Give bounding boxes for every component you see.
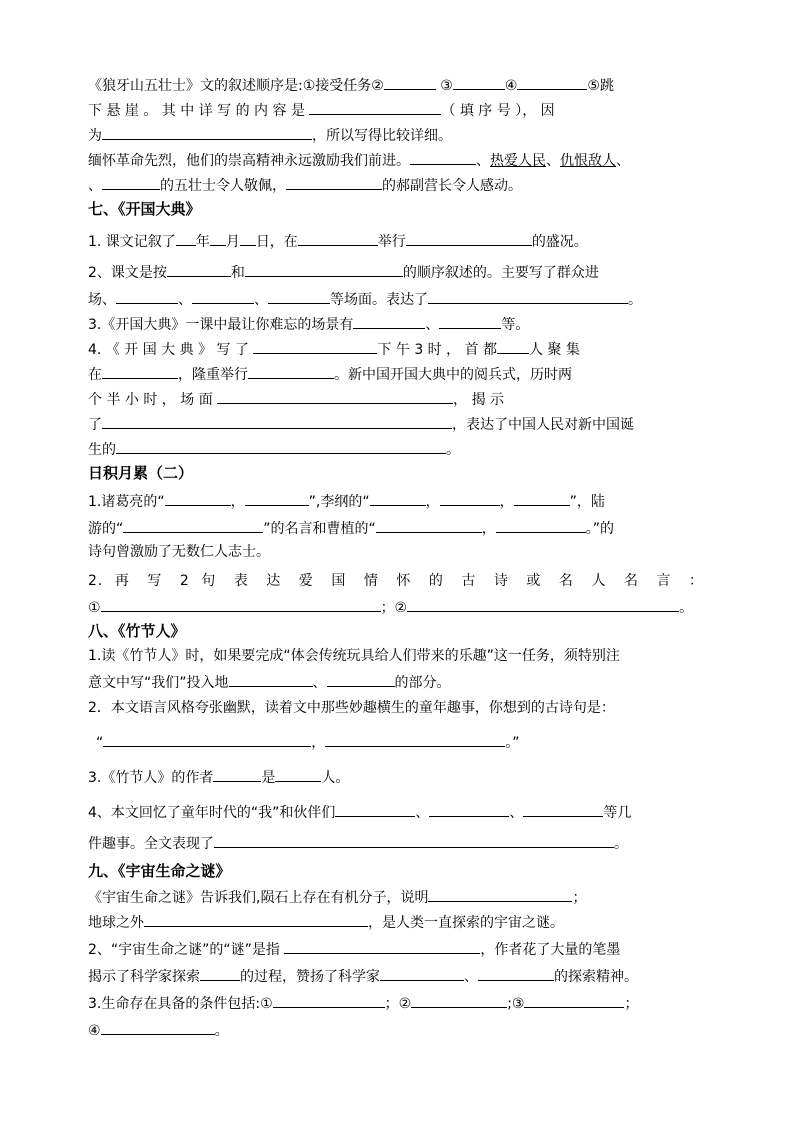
text: 2、“宇宙生命之谜”的“谜”是指 <box>88 942 280 958</box>
blank[interactable] <box>439 313 501 329</box>
text: 等场面。表达了 <box>330 292 428 308</box>
blank[interactable] <box>384 74 436 90</box>
blank[interactable] <box>376 517 482 533</box>
blank[interactable] <box>213 766 261 782</box>
text: 《宇宙生命之谜》告诉我们,陨石上存在有机分子，说明 <box>88 890 429 906</box>
text: 3.生命存在具备的条件包括:① <box>88 996 273 1012</box>
text: 。 <box>614 836 628 852</box>
line-s8-q4b <box>88 832 704 853</box>
blank[interactable] <box>370 490 426 506</box>
section-9-heading: 九、《宇宙生命之谜》 <box>88 862 231 880</box>
blank[interactable] <box>214 832 614 848</box>
text: ”,李纲的“ <box>308 494 370 510</box>
line-s8-q1a: 1.读《竹节人》时，如果要完成“体会传统玩具给人们带来的乐趣”这一任务，须特别注 <box>88 648 620 664</box>
line-s9-q1b <box>88 911 704 932</box>
text: ； <box>572 890 587 906</box>
text: 。 <box>628 292 642 308</box>
text: ④ <box>88 1023 101 1039</box>
text: 是 <box>261 770 276 786</box>
line-s9-q1a <box>88 886 704 907</box>
blank[interactable] <box>429 801 509 817</box>
blank[interactable] <box>428 886 572 902</box>
text: 等几 <box>603 805 632 821</box>
line-s7-q4b <box>88 363 704 384</box>
text: 。” <box>505 735 520 751</box>
text: ”的名言和曹植的“ <box>263 521 376 537</box>
text: 件趣事。全文表现了 <box>88 836 214 852</box>
text: 的五壮士令人敬佩， <box>160 178 286 194</box>
line-s9-q2a <box>88 938 704 959</box>
text: ， <box>499 494 514 510</box>
blank[interactable] <box>440 490 500 506</box>
text: 2、课文是按 <box>88 265 167 281</box>
line-s8-q2a: 2．本文语言风格夸张幽默，读着文中那些妙趣横生的童年趣事，你想到的古诗句是： <box>88 700 615 716</box>
blank[interactable] <box>286 174 382 190</box>
text: 人。 <box>321 770 350 786</box>
blank[interactable] <box>229 671 313 687</box>
blank[interactable] <box>406 230 532 246</box>
blank[interactable] <box>410 149 476 165</box>
text: 、 <box>509 805 524 821</box>
text: 。 <box>446 442 460 458</box>
text: ④ <box>504 78 518 94</box>
line-s9-q3b <box>88 1019 704 1040</box>
section-8-heading: 八、《竹节人》 <box>88 622 186 640</box>
text: 1.诸葛亮的“ <box>88 494 165 510</box>
blank[interactable] <box>248 363 334 379</box>
line-rj-q2b <box>88 596 704 617</box>
line-s8-q2b <box>88 731 704 752</box>
text: 、 <box>546 153 560 169</box>
blank[interactable] <box>144 911 368 927</box>
line-s8-q4a <box>88 801 704 822</box>
text: ， <box>311 735 326 751</box>
text: 游的“ <box>88 521 124 537</box>
text: 《狼牙山五壮士》文的叙述顺序是:①接受任务② <box>88 78 384 94</box>
line-rj-q1a <box>88 490 704 511</box>
text: ， 揭 示 <box>453 392 505 408</box>
text: 人 聚 集 <box>529 342 580 358</box>
text: 的过程，赞扬了科学家 <box>240 969 380 985</box>
text: 、 <box>178 292 192 308</box>
line-s6-5 <box>88 174 704 195</box>
text: ⑤跳 <box>587 78 614 94</box>
text: 。”的 <box>585 521 615 537</box>
blank[interactable] <box>497 338 529 354</box>
text: 缅怀革命先烈，他们的崇高精神永远激励我们前进。 <box>88 153 410 169</box>
blank[interactable] <box>101 1019 215 1035</box>
underlined-text: 热爱人民 <box>490 153 546 169</box>
text: 在 <box>88 367 102 383</box>
blank[interactable] <box>496 517 586 533</box>
line-s7-q3 <box>88 313 704 334</box>
text: ，是人类一直探索的宇宙之谜。 <box>368 915 564 931</box>
blank[interactable] <box>101 596 381 612</box>
blank[interactable] <box>200 965 240 981</box>
text: ；② <box>380 600 408 616</box>
text: 举行 <box>377 234 406 250</box>
blank[interactable] <box>407 596 679 612</box>
text: 的探索精神。 <box>554 969 638 985</box>
line-s7-q4e <box>88 438 704 459</box>
text: 日，在 <box>255 234 298 250</box>
text: 下 悬 崖 。 其 中 详 写 的 内 容 是 <box>88 103 305 119</box>
worksheet-page <box>88 74 704 1040</box>
blank[interactable] <box>240 230 256 246</box>
text: 4. 《 开 国 大 典 》 写 了 <box>88 342 249 358</box>
line-rj-q1b <box>88 517 704 538</box>
text: 3.《竹节人》的作者 <box>88 770 214 786</box>
text: ；② <box>384 996 412 1012</box>
blank[interactable] <box>453 74 505 90</box>
text: ;③ <box>507 996 525 1012</box>
blank[interactable] <box>284 938 480 954</box>
blank[interactable] <box>253 338 377 354</box>
text: 、 <box>464 969 478 985</box>
text: ，隆重举行 <box>178 367 248 383</box>
text: 的部分。 <box>394 675 451 691</box>
line-s7-q4c <box>88 388 704 409</box>
blank[interactable] <box>327 671 395 687</box>
blank[interactable] <box>335 801 415 817</box>
text: 3.《开国大典》一课中最让你难忘的场景有 <box>88 317 354 333</box>
text: 。新中国开国大典中的阅兵式，历时两 <box>334 367 572 383</box>
blank[interactable] <box>102 363 178 379</box>
text: 。 <box>679 600 694 616</box>
text: 月 <box>225 234 240 250</box>
blank[interactable] <box>325 731 505 747</box>
text: 个 半 小 时 ， 场 面 <box>88 392 213 408</box>
text: ； <box>624 996 639 1012</box>
text: ，所以写得比较详细。 <box>312 128 452 144</box>
line-rj-q1c: 诗句曾激励了无数仁人志士。 <box>88 544 270 560</box>
text: 意文中写“我们”投入地 <box>88 675 229 691</box>
blank[interactable] <box>353 313 425 329</box>
blank[interactable] <box>102 174 160 190</box>
blank[interactable] <box>116 438 446 454</box>
text: 、 <box>312 675 327 691</box>
blank[interactable] <box>103 731 311 747</box>
line-s6-3 <box>88 124 704 145</box>
text: 了 <box>88 417 102 433</box>
text: 为 <box>88 128 102 144</box>
section-7-heading: 七、《开国大典》 <box>88 200 201 218</box>
underlined-text: 仇恨敌人 <box>560 153 616 169</box>
line-s8-q3 <box>88 766 704 787</box>
line-s7-q2a <box>88 261 704 282</box>
line-s7-q4a <box>88 338 704 359</box>
text: （ 填 序 号 ）， 因 <box>441 103 555 119</box>
text: ，表达了中国人民对新中国诞 <box>452 417 634 433</box>
blank[interactable] <box>268 288 330 304</box>
line-s9-q2b <box>88 965 704 986</box>
blank[interactable] <box>411 992 507 1008</box>
text: 、 <box>476 153 490 169</box>
blank[interactable] <box>210 230 226 246</box>
text: 地球之外 <box>88 915 144 931</box>
line-s8-q1b <box>88 671 704 692</box>
line-s9-q3a <box>88 992 704 1013</box>
blank[interactable] <box>167 261 231 277</box>
blank[interactable] <box>428 288 628 304</box>
blank[interactable] <box>523 801 603 817</box>
line-rj-q2a: 2. 再 写 2 句 表 达 爱 国 情 怀 的 古 诗 或 名 人 名 言 ： <box>88 573 704 589</box>
text: ， <box>425 494 440 510</box>
daily-accumulation-heading: 日积月累（二） <box>88 464 194 482</box>
text: 。 <box>214 1023 229 1039</box>
text: ”，陆 <box>569 494 605 510</box>
text: 下 午 3 时 ， 首 都 <box>377 342 498 358</box>
text: 1. 课文记叙了 <box>88 234 176 250</box>
text: ， <box>230 494 245 510</box>
blank[interactable] <box>517 74 587 90</box>
text: 的顺序叙述的。主要写了群众进 <box>402 265 599 281</box>
line-s7-q4d <box>88 413 704 434</box>
blank[interactable] <box>245 490 309 506</box>
blank[interactable] <box>102 413 452 429</box>
text: 、 <box>88 178 102 194</box>
text: 揭示了科学家探索 <box>88 969 200 985</box>
text: ， <box>481 521 496 537</box>
line-s6-1 <box>88 74 704 95</box>
text: “ <box>96 735 104 751</box>
line-s7-q1 <box>88 230 704 251</box>
text: 和 <box>230 265 245 281</box>
blank[interactable] <box>192 288 254 304</box>
blank[interactable] <box>275 766 321 782</box>
text: 等。 <box>501 317 530 333</box>
blank[interactable] <box>309 99 441 115</box>
line-s6-4 <box>88 149 704 170</box>
blank[interactable] <box>298 230 378 246</box>
line-s7-q2b <box>88 288 704 309</box>
line-s6-2 <box>88 99 704 120</box>
blank[interactable] <box>217 388 453 404</box>
blank[interactable] <box>524 992 624 1008</box>
blank[interactable] <box>116 288 178 304</box>
text: 年 <box>195 234 210 250</box>
text: 的盛况。 <box>531 234 588 250</box>
blank[interactable] <box>380 965 464 981</box>
blank[interactable] <box>273 992 385 1008</box>
blank[interactable] <box>176 230 196 246</box>
text: ，作者花了大量的笔墨 <box>480 942 621 958</box>
text: 、 <box>415 805 430 821</box>
text: ① <box>88 600 101 616</box>
blank[interactable] <box>123 517 263 533</box>
text: 、 <box>254 292 268 308</box>
blank[interactable] <box>245 261 403 277</box>
text: ③ <box>440 78 453 94</box>
text: 、 <box>425 317 440 333</box>
text: 生的 <box>88 442 116 458</box>
blank[interactable] <box>478 965 554 981</box>
text: 、 <box>616 153 630 169</box>
blank[interactable] <box>514 490 570 506</box>
text: 的郝副营长令人感动。 <box>382 178 522 194</box>
blank[interactable] <box>102 124 312 140</box>
text: 场、 <box>88 292 116 308</box>
text: 4、本文回忆了童年时代的“我”和伙伴们 <box>88 805 336 821</box>
blank[interactable] <box>165 490 231 506</box>
